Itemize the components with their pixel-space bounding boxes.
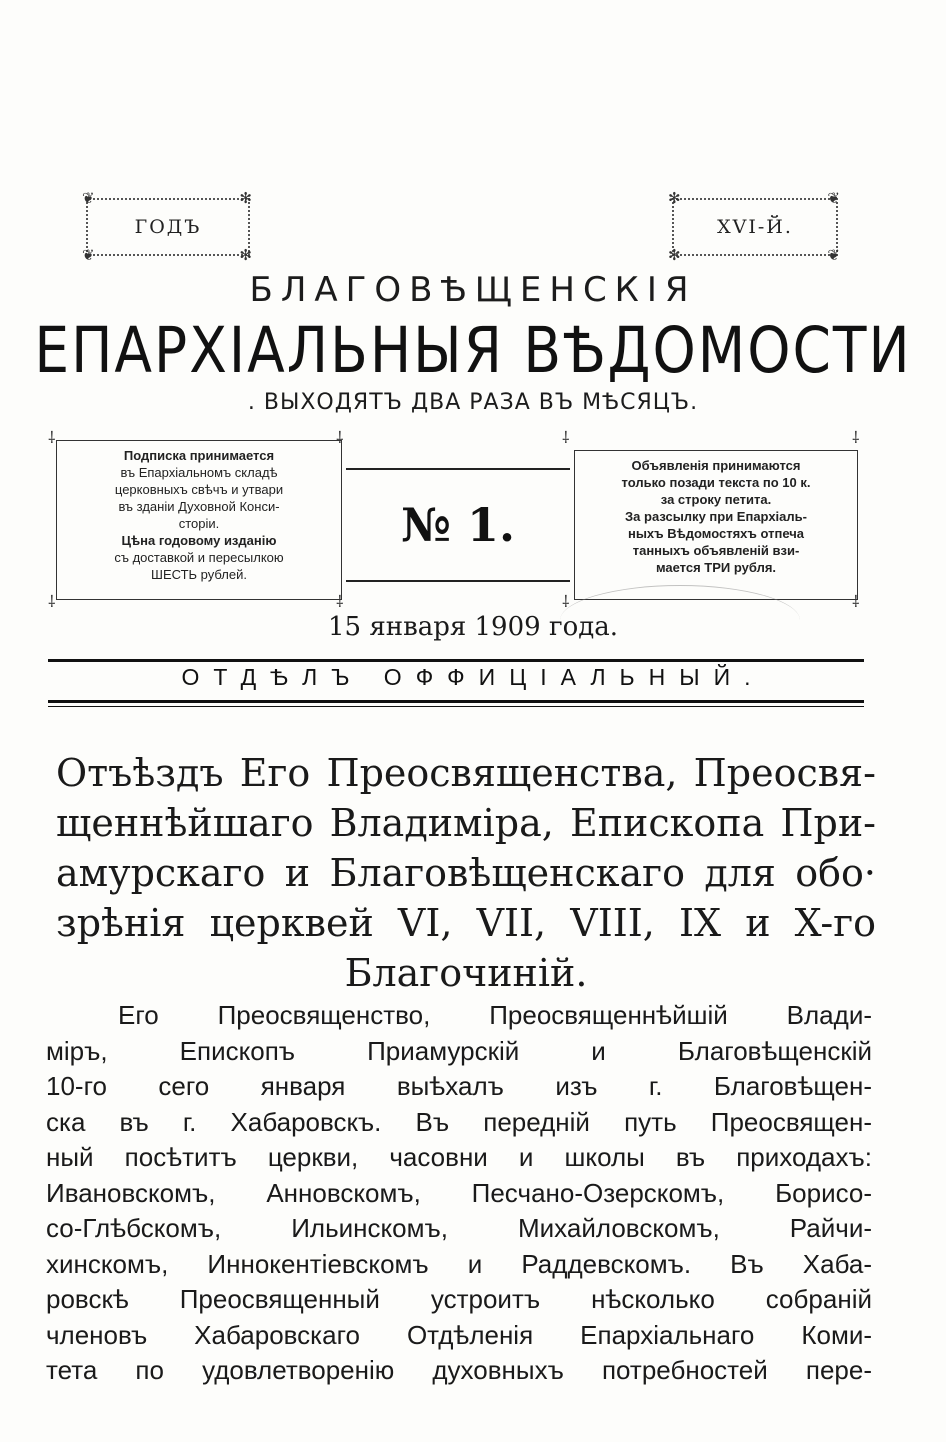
ads-line: ныхъ Вѣдомостяхъ отпеча xyxy=(627,526,805,541)
advertisements-box xyxy=(574,450,858,600)
subscription-line: Подписка принимается xyxy=(123,448,275,463)
corner-ornament-icon: ⸸ xyxy=(852,592,860,611)
ornament-icon: ✻ xyxy=(239,189,254,207)
article-title-line: Отъѣздъ Его Преосвященства, Преосвя- xyxy=(56,751,876,795)
article-body-line: хинскомъ, Иннокентіевскомъ и Раддевскомъ. Въ Хаба- xyxy=(46,1248,872,1279)
article-body xyxy=(46,998,872,1389)
year-label: ГОДЪ xyxy=(134,216,202,238)
article-body-line: міръ, Епископъ Приамурскій и Благовѣщенскій xyxy=(46,1035,872,1066)
corner-ornament-icon: ⸸ xyxy=(562,428,570,447)
ads-line: танныхъ объявленій взи- xyxy=(632,543,800,558)
ads-line: Объявленія принимаются xyxy=(631,458,801,473)
article-body-line: 10-го сего января выѣхалъ изъ г. Благовѣщен- xyxy=(46,1071,872,1101)
corner-ornament-icon: ⸸ xyxy=(562,592,570,611)
section-title: ОТДѢЛЪ ОФФИЦІАЛЬНЫЙ. xyxy=(181,664,765,690)
article-body-line: ный посѣтитъ церкви, часовни и школы въ приходахъ: xyxy=(46,1142,872,1172)
ornament-icon: ❦ xyxy=(827,246,842,264)
article-body-line: ровскѣ Преосвященный устроитъ нѣсколько собраній xyxy=(46,1284,872,1314)
subscription-line: сторіи. xyxy=(178,516,220,531)
subscription-line: церковныхъ свѣчъ и утвари xyxy=(114,482,284,497)
article-title-line: амурскаго и Благовѣщенскаго для обо· xyxy=(56,851,876,895)
volume-frame xyxy=(668,189,842,264)
subscription-line: съ доставкой и пересылкою xyxy=(114,550,284,565)
subscription-line: въ зданіи Духовной Конси- xyxy=(118,499,280,514)
article-title xyxy=(56,748,876,998)
article-title-line: зрѣнія церквей VI, VII, VIII, IX и X-го xyxy=(56,901,876,945)
article-body-line: членовъ Хабаровскаго Отдѣленія Епархіальнаго Коми- xyxy=(46,1319,872,1350)
article-title-line: Благочиній. xyxy=(344,951,588,995)
divider xyxy=(48,706,864,707)
article-body-line: тета по удовлетворенію духовныхъ потребностей пере- xyxy=(46,1355,872,1385)
article-title-line: щеннѣйшаго Владиміра, Епископа При- xyxy=(56,801,876,845)
issue-date: 15 января 1909 года. xyxy=(327,612,618,642)
corner-ornament-icon: ⸸ xyxy=(852,428,860,447)
masthead-city: БЛАГОВѢЩЕНСКІЯ xyxy=(249,270,697,310)
ornament-icon: ✻ xyxy=(239,246,254,264)
masthead-frequency: . ВЫХОДЯТЪ ДВА РАЗА ВЪ МѢСЯЦЪ. xyxy=(247,390,699,415)
corner-ornament-icon: ⸸ xyxy=(48,592,56,611)
ornament-icon: ❦ xyxy=(82,189,97,207)
ads-line: мается ТРИ рубля. xyxy=(655,560,777,575)
issue-number: № 1. xyxy=(400,498,516,552)
ads-line: За разсылку при Епархіаль- xyxy=(625,509,807,524)
volume-label: XVI-Й. xyxy=(717,216,793,238)
article-body-line: Ивановскомъ, Анновскомъ, Песчано-Озерскомъ, Борисо- xyxy=(46,1177,872,1208)
corner-ornament-icon: ⸸ xyxy=(336,428,344,447)
ornament-icon: ❦ xyxy=(827,189,842,207)
ornament-icon: ✻ xyxy=(668,246,683,264)
ads-line: только позади текста по 10 к. xyxy=(621,475,811,490)
corner-ornament-icon: ⸸ xyxy=(48,428,56,447)
article-body-line: ска въ г. Хабаровскъ. Въ передній путь Преосвящен- xyxy=(46,1106,872,1137)
subscription-line: Цѣна годовому изданію xyxy=(121,533,277,548)
ornament-icon: ❦ xyxy=(82,246,97,264)
subscription-box xyxy=(56,440,342,600)
subscription-line: ШЕСТЬ рублей. xyxy=(151,567,247,582)
ads-line: за строку петита. xyxy=(660,492,772,507)
article-body-line: Его Преосвященство, Преосвященнѣйшій Влади- xyxy=(118,1000,872,1030)
divider xyxy=(48,700,864,703)
divider xyxy=(48,659,864,662)
article-body-line: со-Глѣбскомъ, Ильинскомъ, Михайловскомъ, Райчи- xyxy=(46,1213,872,1243)
subscription-line: въ Епархіальномъ складѣ xyxy=(120,465,278,480)
ornament-icon: ✻ xyxy=(668,189,683,207)
corner-ornament-icon: ⸸ xyxy=(336,592,344,611)
year-frame xyxy=(82,189,254,264)
masthead-title: ЕПАРХІАЛЬНЫЯ ВѢДОМОСТИ xyxy=(34,313,912,387)
issue-number-box xyxy=(346,468,570,582)
